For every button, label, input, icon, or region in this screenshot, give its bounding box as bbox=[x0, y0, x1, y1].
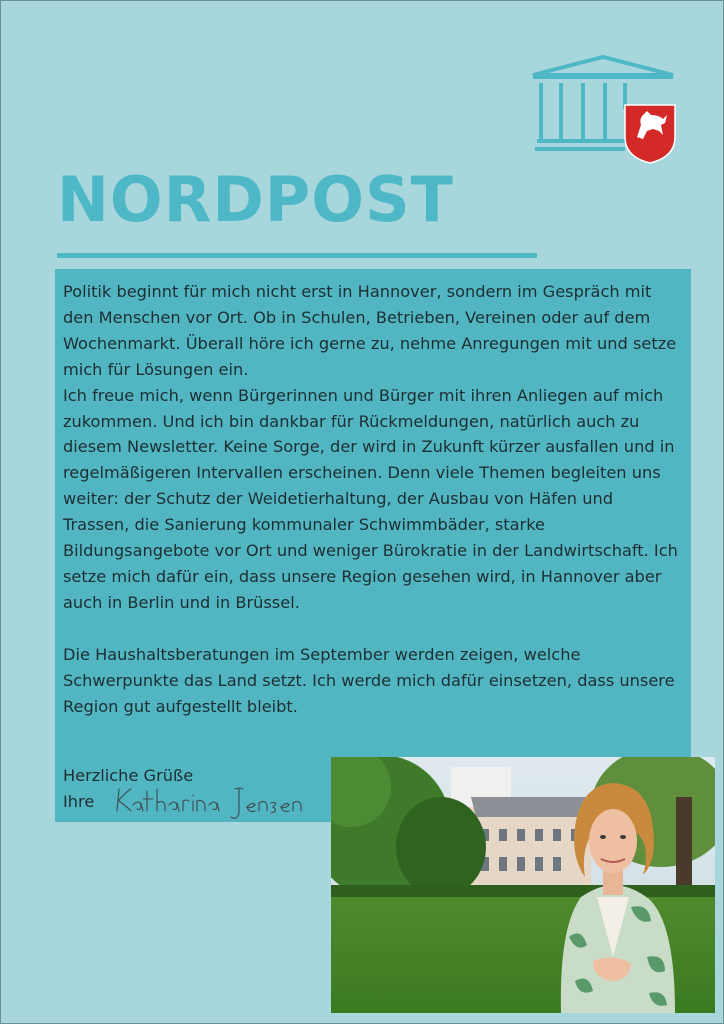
letter-paragraph: Politik beginnt für mich nicht erst in Hannover, sondern im Gespräch mit den Menschen vor Ort. Ob in Schulen, Betrieben, Vereinen oder auf dem Wochenmarkt. Überall höre ich gerne zu, nehme Anregungen mit und setze mich für Lösungen ein. bbox=[63, 282, 677, 379]
letter-paragraph: Die Haushaltsberatungen im September werden zeigen, welche Schwerpunkte das Land setzt. Ich werde mich dafür einsetzen, dass unsere Region gut aufgestellt bleibt. bbox=[63, 644, 675, 716]
sign-prefix: Ihre bbox=[63, 792, 95, 811]
newsletter-title: NORDPOST bbox=[57, 163, 454, 236]
title-underline bbox=[57, 253, 537, 258]
lower-saxony-horse-crest-icon bbox=[625, 105, 675, 163]
portrait-photo bbox=[331, 757, 715, 1013]
greeting: Herzliche Grüße bbox=[63, 766, 194, 785]
letter-body bbox=[63, 279, 683, 720]
parliament-building-icon bbox=[529, 53, 679, 165]
handwritten-signature bbox=[113, 781, 313, 827]
letter-paragraph: Ich freue mich, wenn Bürgerinnen und Bürger mit ihren Anliegen auf mich zukommen. Und ich bin dankbar für Rückmeldungen, natürlich auch zu diesem Newsletter. Keine Sorge, der wird in Zukunft kürzer ausfallen und in regelmäßigeren Intervallen erscheinen. Denn viele Themen begleiten uns weiter: der Schutz der Weidetierhaltung, der Ausbau von Häfen und Trassen, die Sanierung kommunaler Schwimmbäder, starke Bildungsangebote vor Ort und weniger Bürokratie in der Landwirtschaft. Ich setze mich dafür ein, dass unsere Region gesehen wird, in Hannover aber auch in Berlin und in Brüssel. bbox=[63, 385, 678, 612]
